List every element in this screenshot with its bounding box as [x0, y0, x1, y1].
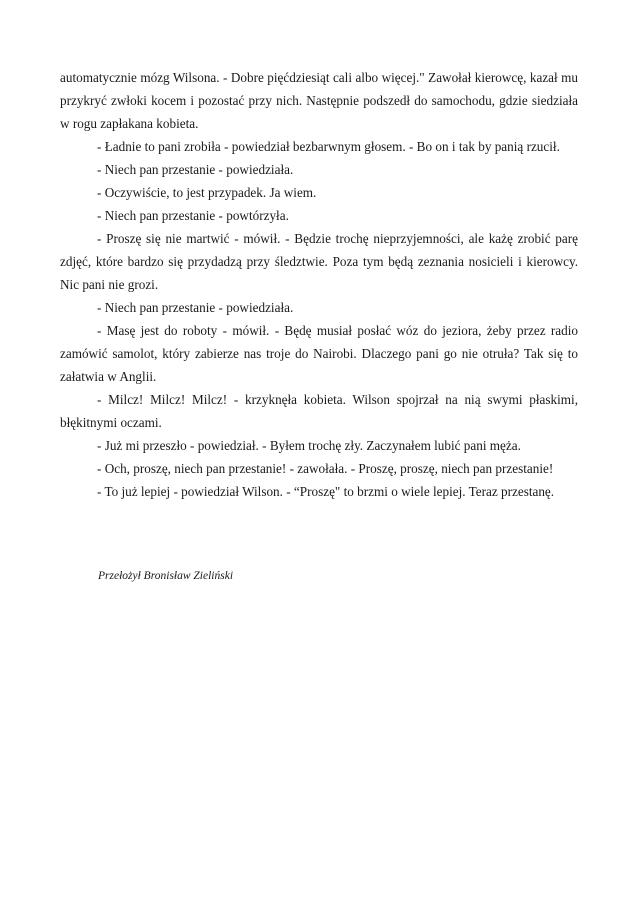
paragraph: - Niech pan przestanie - powtórzyła.: [97, 208, 289, 223]
paragraph: - Och, proszę, niech pan przestanie! - zawołała. - Proszę, proszę, niech pan przestanie!: [97, 461, 554, 476]
paragraph: - Niech pan przestanie - powiedziała.: [97, 300, 294, 315]
paragraph: - Już mi przeszło - powiedział. - Byłem trochę zły. Zaczynałem lubić pani męża.: [97, 438, 521, 453]
paragraph: - Milcz! Milcz! Milcz! - krzyknęła kobieta. Wilson spojrzał na nią swymi płaskimi, błękitnymi oczami.: [60, 392, 578, 430]
paragraph: - Oczywiście, to jest przypadek. Ja wiem.: [97, 185, 317, 200]
story-text: [60, 66, 578, 503]
paragraph: automatycznie mózg Wilsona. - Dobre pięćdziesiąt cali albo więcej." Zawołał kierowcę, kazał mu przykryć zwłoki kocem i pozostać przy nich. Następnie podszedł do samochodu, gdzie siedziała w rogu zapłakana kobieta.: [60, 70, 578, 131]
paragraph: - Ładnie to pani zrobiła - powiedział bezbarwnym głosem. - Bo on i tak by panią rzucił.: [97, 139, 560, 154]
paragraph: - Niech pan przestanie - powiedziała.: [97, 162, 294, 177]
paragraph: - Masę jest do roboty - mówił. - Będę musiał posłać wóz do jeziora, żeby przez radio zamówić samolot, który zabierze nas troje do Nairobi. Dlaczego pani go nie otruła? Tak się to załatwia w Anglii.: [60, 323, 578, 384]
translator-credit: Przełożył Bronisław Zieliński: [98, 570, 234, 582]
paragraph: - To już lepiej - powiedział Wilson. - “Proszę" to brzmi o wiele lepiej. Teraz przestanę.: [97, 484, 555, 499]
paragraph: - Proszę się nie martwić - mówił. - Będzie trochę nieprzyjemności, ale każę zrobić parę zdjęć, które bardzo się przydadzą przy śledztwie. Poza tym będą zeznania nosicieli i kierowcy. Nic pani nie grozi.: [60, 231, 578, 292]
